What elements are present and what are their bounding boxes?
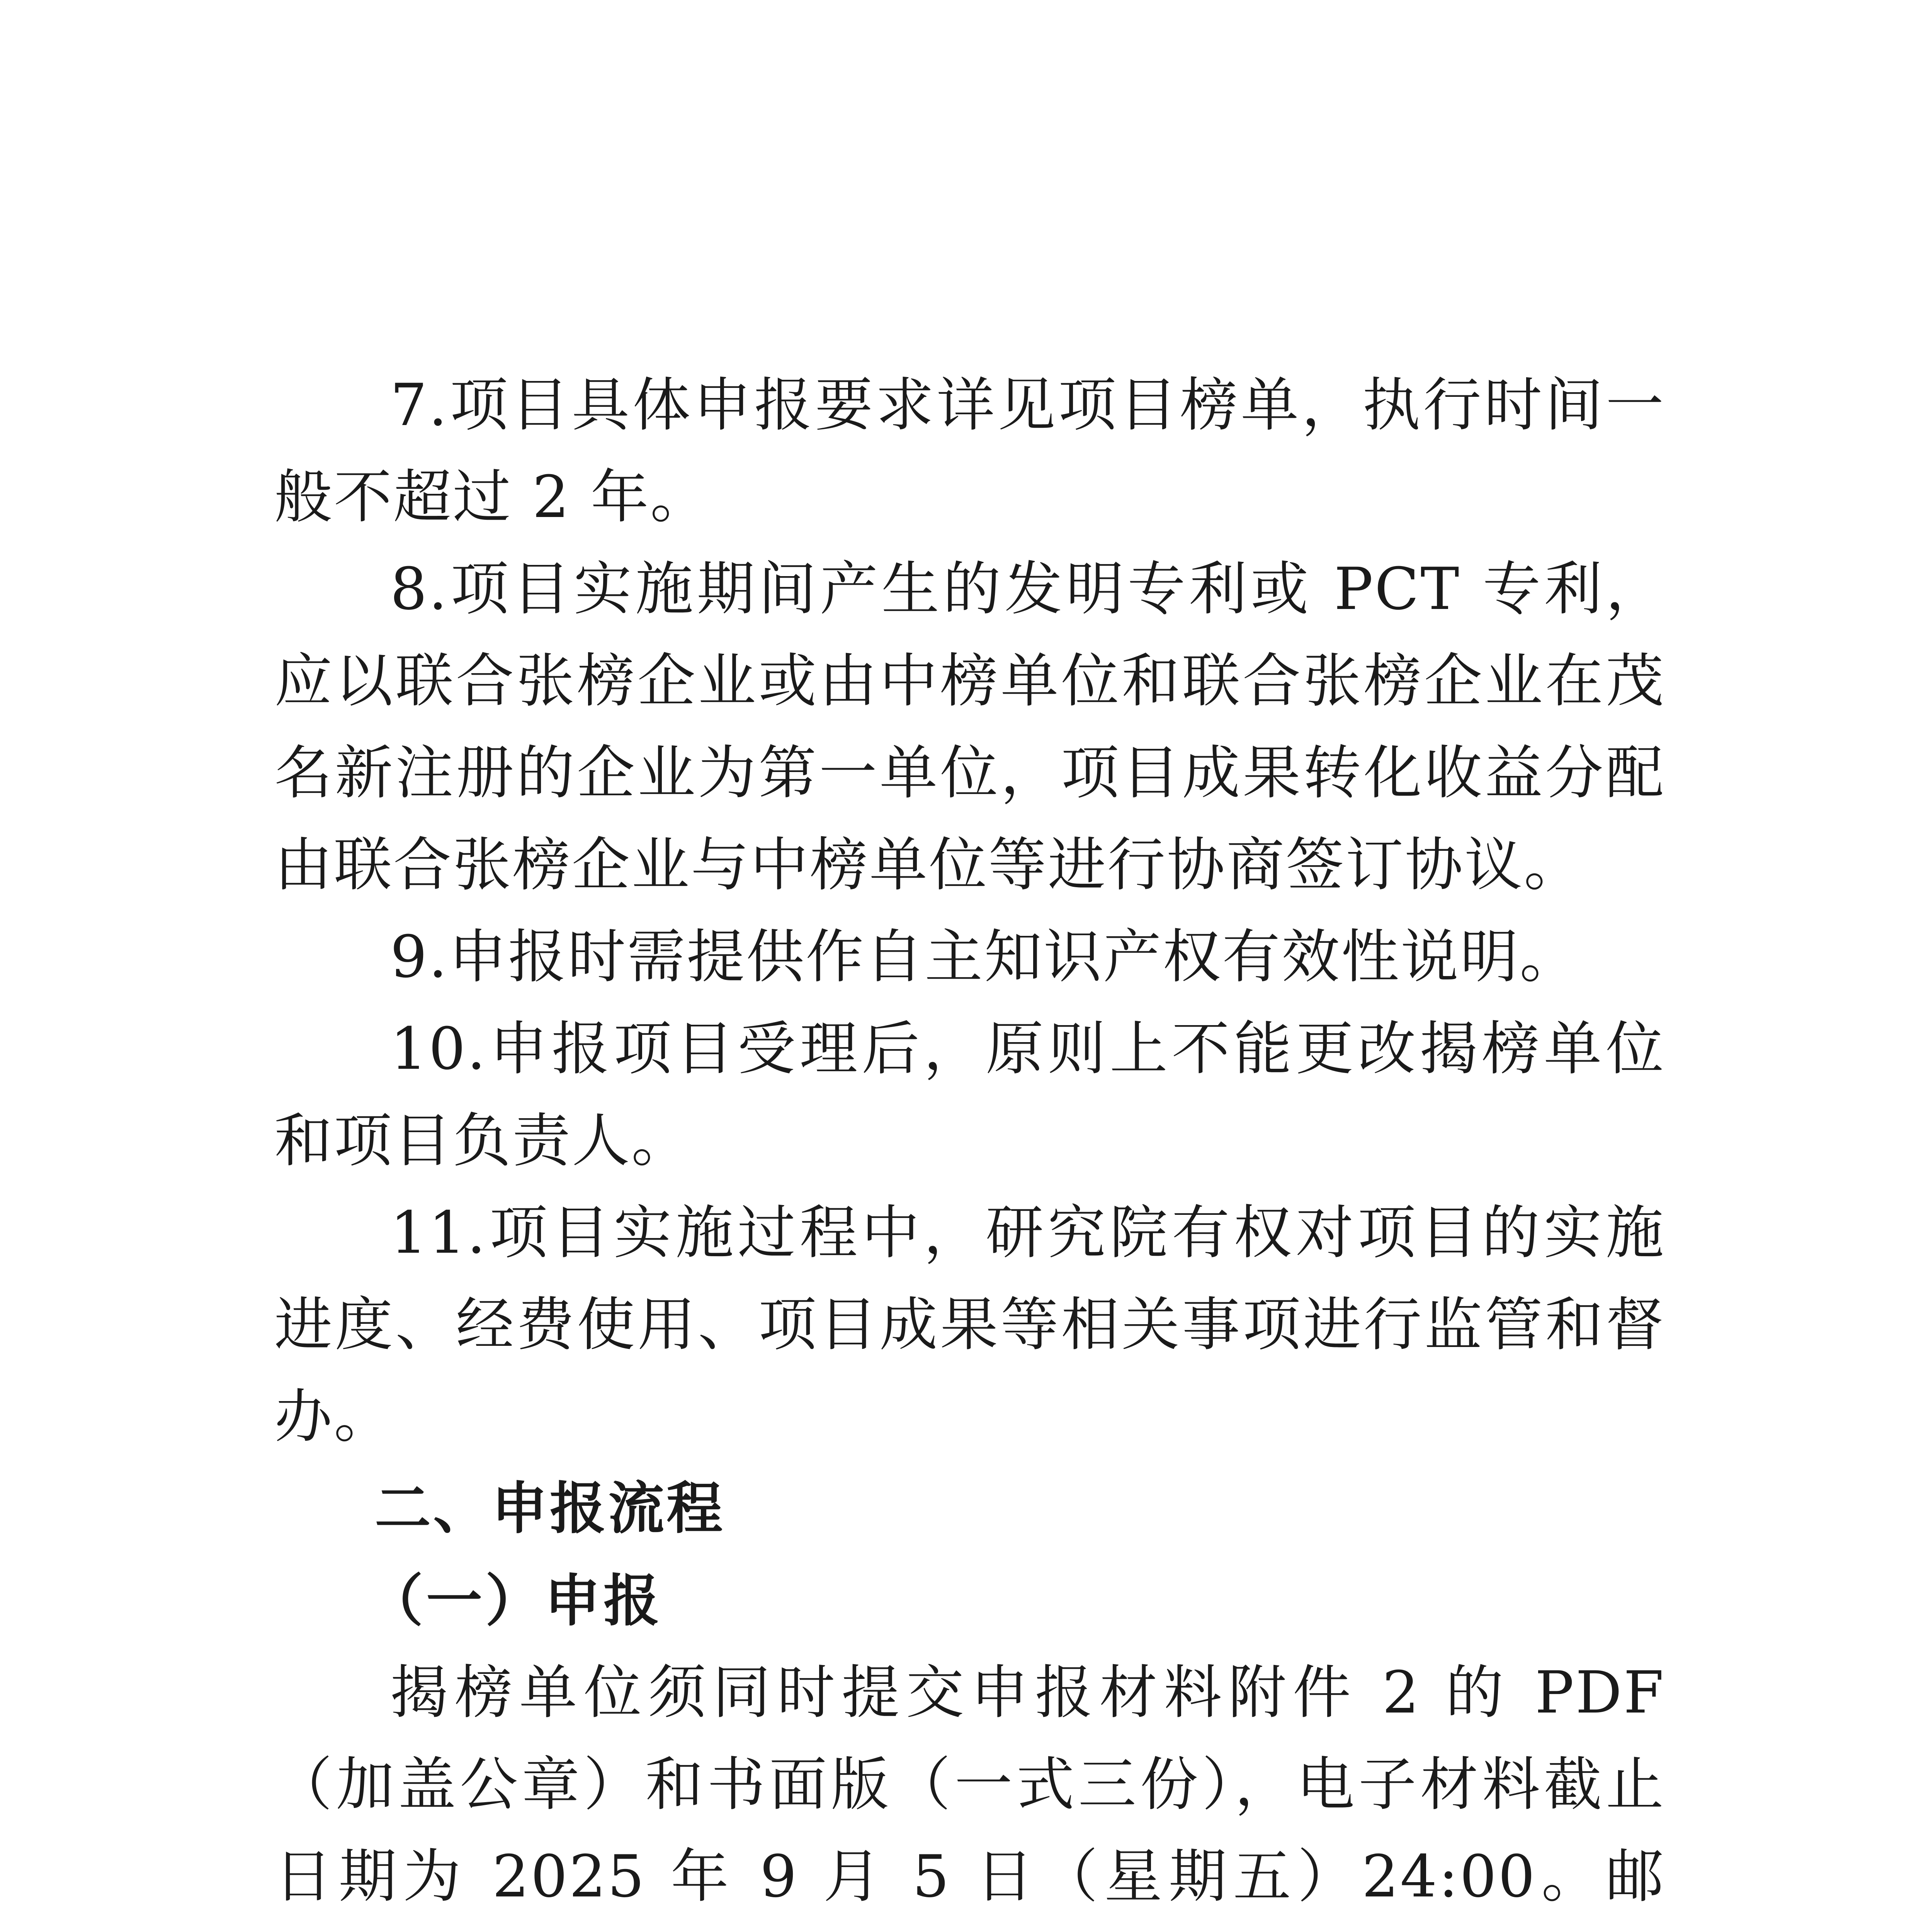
application-paragraph: 揭榜单位须同时提交申报材料附件 2 的 PDF（加盖公章）和书面版（一式三份），电子材料截止日期为 2025 年 9 月 5 日（星期五）24:00。邮 xyxy=(274,1659,1665,1910)
paragraph-item-10: 10.申报项目受理后，原则上不能更改揭榜单位和项目负责人。 xyxy=(274,1015,1665,1175)
page-body xyxy=(274,359,1665,1932)
paragraph-item-9: 9.申报时需提供作自主知识产权有效性说明。 xyxy=(390,923,1579,991)
paragraph-item-8: 8.项目实施期间产生的发明专利或 PCT 专利，应以联合张榜企业或由中榜单位和联合张榜企业在茂名新注册的企业为第一单位，项目成果转化收益分配由联合张榜企业与中榜单位等进行协商签订协议。 xyxy=(274,556,1665,899)
paragraph-item-11: 11.项目实施过程中，研究院有权对项目的实施进度、经费使用、项目成果等相关事项进行监管和督办。 xyxy=(274,1199,1665,1451)
paragraph-item-7: 7.项目具体申报要求详见项目榜单，执行时间一般不超过 2 年。 xyxy=(274,372,1665,531)
section-heading-application-process: 二、申报流程 xyxy=(375,1476,725,1541)
subsection-heading-application: （一）申报 xyxy=(367,1568,663,1634)
